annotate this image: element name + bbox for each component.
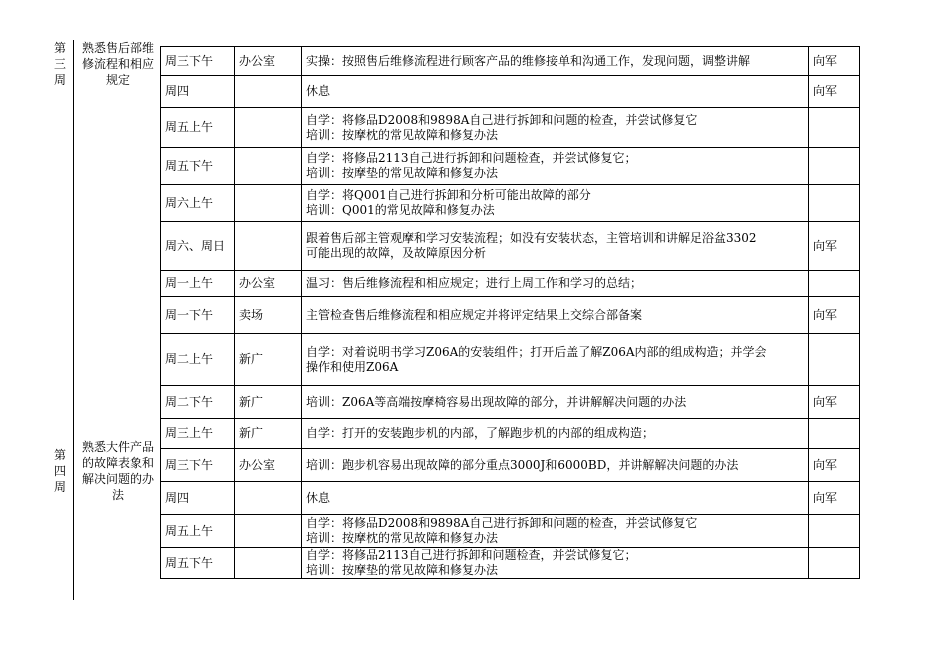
task-line: 自学：将修品D2008和9898A自己进行拆卸和问题的检查，并尝试修复它 [306, 112, 698, 127]
task-line: 自学：对着说明书学习Z06A的安装组件；打开后盖了解Z06A内部的组成构造；并学会 [306, 344, 767, 359]
person-cell [809, 271, 860, 297]
table-row [161, 386, 860, 419]
person-cell [809, 148, 860, 185]
day-cell: 周三下午 [161, 47, 235, 76]
task-line: 休息 [306, 490, 331, 505]
week-label-char: 第 [53, 448, 66, 462]
column-divider [73, 40, 74, 600]
task-line: 主管检查售后维修流程和相应规定并将评定结果上交综合部备案 [306, 307, 643, 322]
week-label-char: 周 [53, 480, 66, 494]
topic-line: 熟悉大件产品 [81, 440, 154, 454]
task-line: 休息 [306, 84, 331, 98]
topic-line: 的故障表象和 [81, 456, 154, 470]
place-cell [235, 482, 302, 515]
week-label-char: 三 [53, 57, 66, 71]
place-cell [235, 222, 302, 271]
place-cell [235, 108, 302, 148]
task-cell [302, 482, 809, 515]
day-cell: 周五上午 [161, 515, 235, 548]
table-row [161, 419, 860, 449]
task-cell [302, 185, 809, 222]
place-cell [235, 515, 302, 548]
day-cell: 周一下午 [161, 297, 235, 334]
task-cell [302, 515, 809, 548]
place-cell: 新广 [235, 386, 302, 419]
person-cell: 向军 [809, 297, 860, 334]
task-line: 实操：按照售后维修流程进行顾客产品的维修接单和沟通工作，发现问题，调整讲解 [306, 53, 751, 68]
week-3-label [50, 40, 70, 88]
topic-line: 熟悉售后部维 [81, 41, 154, 55]
place-cell [235, 148, 302, 185]
day-cell: 周一上午 [161, 271, 235, 297]
place-cell: 办公室 [235, 47, 302, 76]
day-cell: 周四 [161, 482, 235, 515]
week-3-topic [76, 40, 160, 88]
week-4-label [50, 447, 70, 495]
week-label-char: 四 [53, 464, 66, 478]
table-row [161, 482, 860, 515]
table-row [161, 76, 860, 108]
task-line: 培训：按摩枕的常见故障和修复办法 [306, 531, 499, 545]
person-cell: 向军 [809, 76, 860, 108]
place-cell: 新广 [235, 334, 302, 386]
person-cell [809, 515, 860, 548]
task-cell [302, 334, 809, 386]
task-cell [302, 548, 809, 579]
place-cell: 办公室 [235, 449, 302, 482]
person-cell [809, 419, 860, 449]
day-cell: 周六上午 [161, 185, 235, 222]
task-cell [302, 148, 809, 185]
task-cell [302, 449, 809, 482]
schedule-table [160, 46, 860, 579]
task-line: 操作和使用Z06A [306, 359, 399, 374]
table-row [161, 449, 860, 482]
day-cell: 周三下午 [161, 449, 235, 482]
day-cell: 周二下午 [161, 386, 235, 419]
topic-line: 规定 [105, 73, 130, 87]
day-cell: 周四 [161, 76, 235, 108]
person-cell: 向军 [809, 482, 860, 515]
table-row [161, 297, 860, 334]
topic-line: 解决问题的办 [81, 472, 154, 486]
person-cell: 向军 [809, 222, 860, 271]
task-cell [302, 271, 809, 297]
person-cell [809, 108, 860, 148]
person-cell [809, 185, 860, 222]
task-line: 自学：将Q001自己进行拆卸和分析可能出故障的部分 [306, 188, 591, 202]
day-cell: 周五下午 [161, 548, 235, 579]
week-label-char: 第 [53, 41, 66, 55]
day-cell: 周五下午 [161, 148, 235, 185]
topic-line: 法 [111, 488, 124, 502]
task-line: 自学：打开的安装跑步机的内部，了解跑步机的内部的组成构造； [306, 426, 655, 440]
table-row [161, 148, 860, 185]
task-cell [302, 297, 809, 334]
table-row [161, 222, 860, 271]
week-4-topic [76, 439, 160, 503]
person-cell [809, 334, 860, 386]
table-row [161, 47, 860, 76]
task-line: 培训：按摩垫的常见故障和修复办法 [306, 166, 499, 180]
task-line: 培训：Q001的常见故障和修复办法 [306, 203, 495, 217]
person-cell [809, 548, 860, 579]
person-cell: 向军 [809, 47, 860, 76]
table-row [161, 108, 860, 148]
place-cell: 新广 [235, 419, 302, 449]
table-row [161, 271, 860, 297]
task-line: 自学：将修品2113自己进行拆卸和问题检查，并尝试修复它； [306, 151, 637, 165]
person-cell: 向军 [809, 449, 860, 482]
day-cell: 周五上午 [161, 108, 235, 148]
place-cell [235, 548, 302, 579]
task-line: 温习：售后维修流程和相应规定；进行上周工作和学习的总结； [306, 276, 643, 290]
task-cell [302, 386, 809, 419]
task-line: 培训：Z06A等高端按摩椅容易出现故障的部分，并讲解解决问题的办法 [306, 394, 687, 409]
day-cell: 周二上午 [161, 334, 235, 386]
table-row [161, 515, 860, 548]
day-cell: 周六、周日 [161, 222, 235, 271]
topic-line: 修流程和相应 [81, 57, 154, 71]
task-line: 自学：将修品2113自己进行拆卸和问题检查，并尝试修复它； [306, 548, 637, 562]
task-line: 自学：将修品D2008和9898A自己进行拆卸和问题的检查，并尝试修复它 [306, 516, 698, 530]
task-cell [302, 76, 809, 108]
task-line: 培训：跑步机容易出现故障的部分重点3000J和6000BD，并讲解解决问题的办法 [306, 457, 739, 472]
table-row [161, 548, 860, 579]
task-cell [302, 47, 809, 76]
task-line: 跟着售后部主管观摩和学习安装流程；如没有安装状态，主管培训和讲解足浴盆3302 [306, 231, 757, 245]
place-cell [235, 185, 302, 222]
week-label-char: 周 [53, 73, 66, 87]
task-line: 可能出现的故障，及故障原因分析 [306, 246, 487, 260]
task-line: 培训：按摩枕的常见故障和修复办法 [306, 127, 499, 142]
task-cell [302, 419, 809, 449]
place-cell: 卖场 [235, 297, 302, 334]
place-cell [235, 76, 302, 108]
day-cell: 周三上午 [161, 419, 235, 449]
place-cell: 办公室 [235, 271, 302, 297]
task-cell [302, 222, 809, 271]
task-line: 培训：按摩垫的常见故障和修复办法 [306, 563, 499, 577]
task-cell [302, 108, 809, 148]
person-cell: 向军 [809, 386, 860, 419]
table-row [161, 334, 860, 386]
table-row [161, 185, 860, 222]
